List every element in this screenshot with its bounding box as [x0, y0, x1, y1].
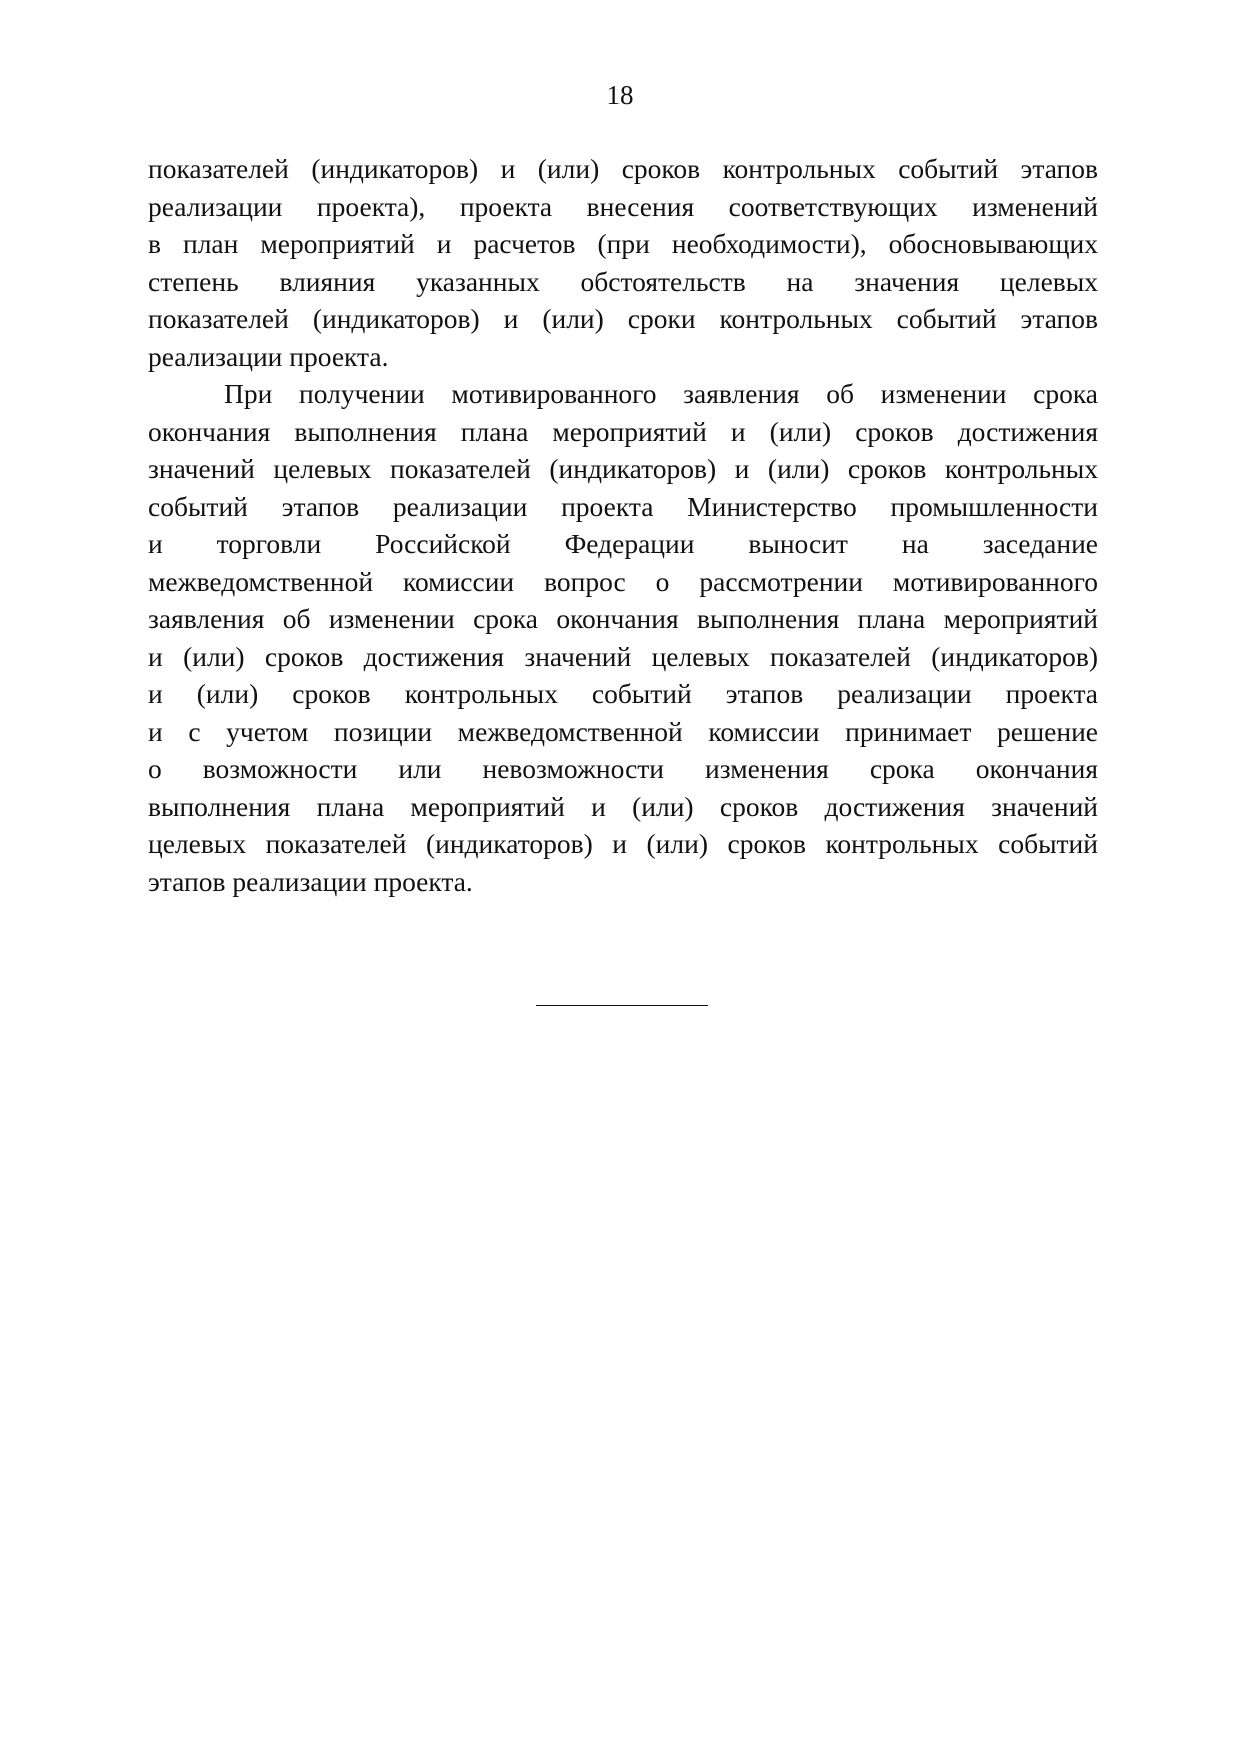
- text-line: окончания выполнения плана мероприятий и (или) сроков достижения: [148, 415, 1098, 447]
- page-number: 18: [606, 80, 634, 110]
- text-line: показателей (индикаторов) и (или) сроков контрольных событий этапов: [148, 153, 1098, 184]
- text-line: степень влияния указанных обстоятельств на значения целевых: [148, 265, 1098, 297]
- text-line: и торговли Российской Федерации выносит на заседание: [148, 528, 1098, 559]
- paragraph-2: [148, 375, 1098, 900]
- text-line: и (или) сроков достижения значений целевых показателей (индикаторов): [148, 640, 1098, 672]
- text-line: реализации проекта.: [148, 340, 389, 372]
- text-line: реализации проекта), проекта внесения соответствующих изменений: [148, 190, 1098, 222]
- text-line: о возможности или невозможности изменения срока окончания: [148, 753, 1098, 784]
- end-separator-line: [536, 1005, 708, 1006]
- text-line: выполнения плана мероприятий и (или) сроков достижения значений: [148, 790, 1098, 822]
- paragraph-1: [148, 150, 1098, 375]
- text-line: значений целевых показателей (индикаторов) и (или) сроков контрольных: [148, 453, 1098, 484]
- text-line: показателей (индикаторов) и (или) сроки контрольных событий этапов: [148, 303, 1098, 334]
- text-line: межведомственной комиссии вопрос о рассмотрении мотивированного: [148, 565, 1098, 597]
- document-body: [148, 150, 1098, 900]
- text-line: этапов реализации проекта.: [148, 865, 473, 897]
- text-line: и (или) сроков контрольных событий этапов реализации проекта: [148, 678, 1098, 709]
- text-line: и с учетом позиции межведомственной комиссии принимает решение: [148, 715, 1098, 747]
- text-line: в план мероприятий и расчетов (при необходимости), обосновывающих: [148, 228, 1098, 259]
- text-line: событий этапов реализации проекта Министерство промышленности: [148, 490, 1098, 522]
- text-line: заявления об изменении срока окончания выполнения плана мероприятий: [148, 603, 1098, 634]
- text-line: При получении мотивированного заявления об изменении срока: [224, 378, 1098, 409]
- text-line: целевых показателей (индикаторов) и (или) сроков контрольных событий: [148, 828, 1098, 859]
